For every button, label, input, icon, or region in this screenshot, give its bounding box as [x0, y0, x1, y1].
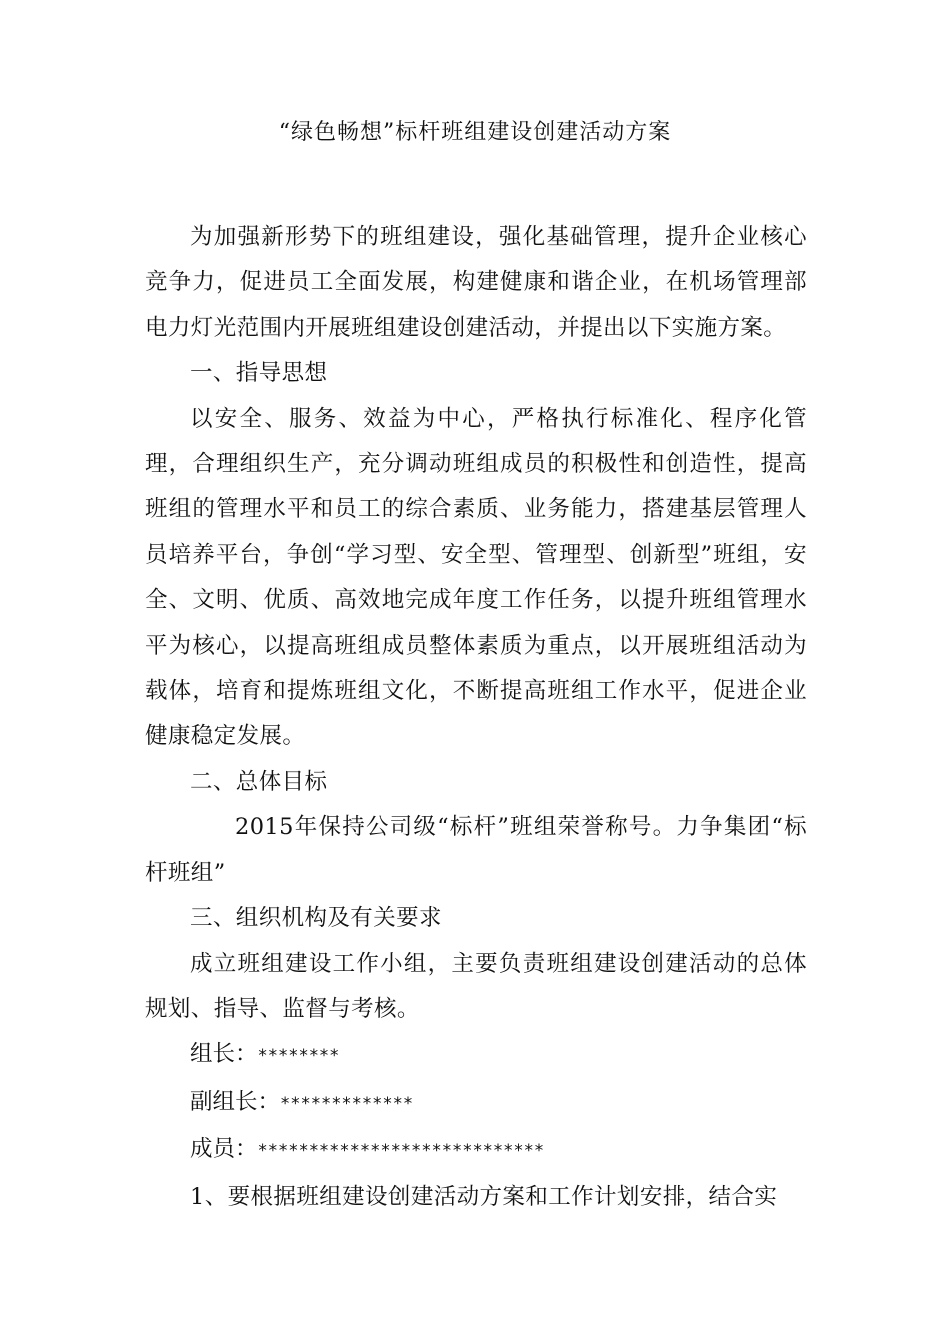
members-line: [145, 1127, 807, 1174]
document-body: [145, 215, 807, 1220]
organization-paragraph: 成立班组建设工作小组，主要负责班组建设创建活动的总体规划、指导、监督与考核。: [145, 950, 807, 1022]
deputy-leader-line: [145, 1080, 807, 1127]
document-title: “绿色畅想”标杆班组建设创建活动方案: [278, 120, 672, 145]
requirement-item-1: 1、要根据班组建设创建活动方案和工作计划安排，结合实: [190, 1183, 778, 1210]
leader-line: [145, 1032, 807, 1079]
deputy-leader-value: *************: [280, 1093, 414, 1114]
deputy-leader-label: 副组长：: [190, 1088, 281, 1115]
guiding-ideology-paragraph: 以安全、服务、效益为中心，严格执行标准化、程序化管理，合理组织生产，充分调动班组成员的积极性和创造性，提高班组的管理水平和员工的综合素质、业务能力，搭建基层管理人员培养平台，争创“学习型、安全型、管理型、创新型”班组，安全、文明、优质、高效地完成年度工作任务，以提升班组管理水平为核心，以提高班组成员整体素质为重点，以开展班组活动为载体，培育和提炼班组文化，不断提高班组工作水平，促进企业健康稳定发展。: [145, 405, 807, 750]
section-heading-guiding-ideology: 一、指导思想: [190, 360, 328, 387]
members-value: ****************************: [257, 1141, 545, 1162]
leader-label: 组长：: [190, 1041, 258, 1068]
intro-paragraph: 为加强新形势下的班组建设，强化基础管理，提升企业核心竞争力，促进员工全面发展，构建健康和谐企业，在机场管理部电力灯光范围内开展班组建设创建活动，并提出以下实施方案。: [145, 224, 807, 341]
section-heading-overall-goal: 二、总体目标: [190, 768, 328, 795]
section-heading-organization: 三、组织机构及有关要求: [190, 905, 442, 932]
leader-value: ********: [257, 1046, 340, 1067]
overall-goal-paragraph: 2015年保持公司级“标杆”班组荣誉称号。力争集团“标杆班组”: [145, 814, 807, 886]
members-label: 成员：: [190, 1136, 258, 1163]
